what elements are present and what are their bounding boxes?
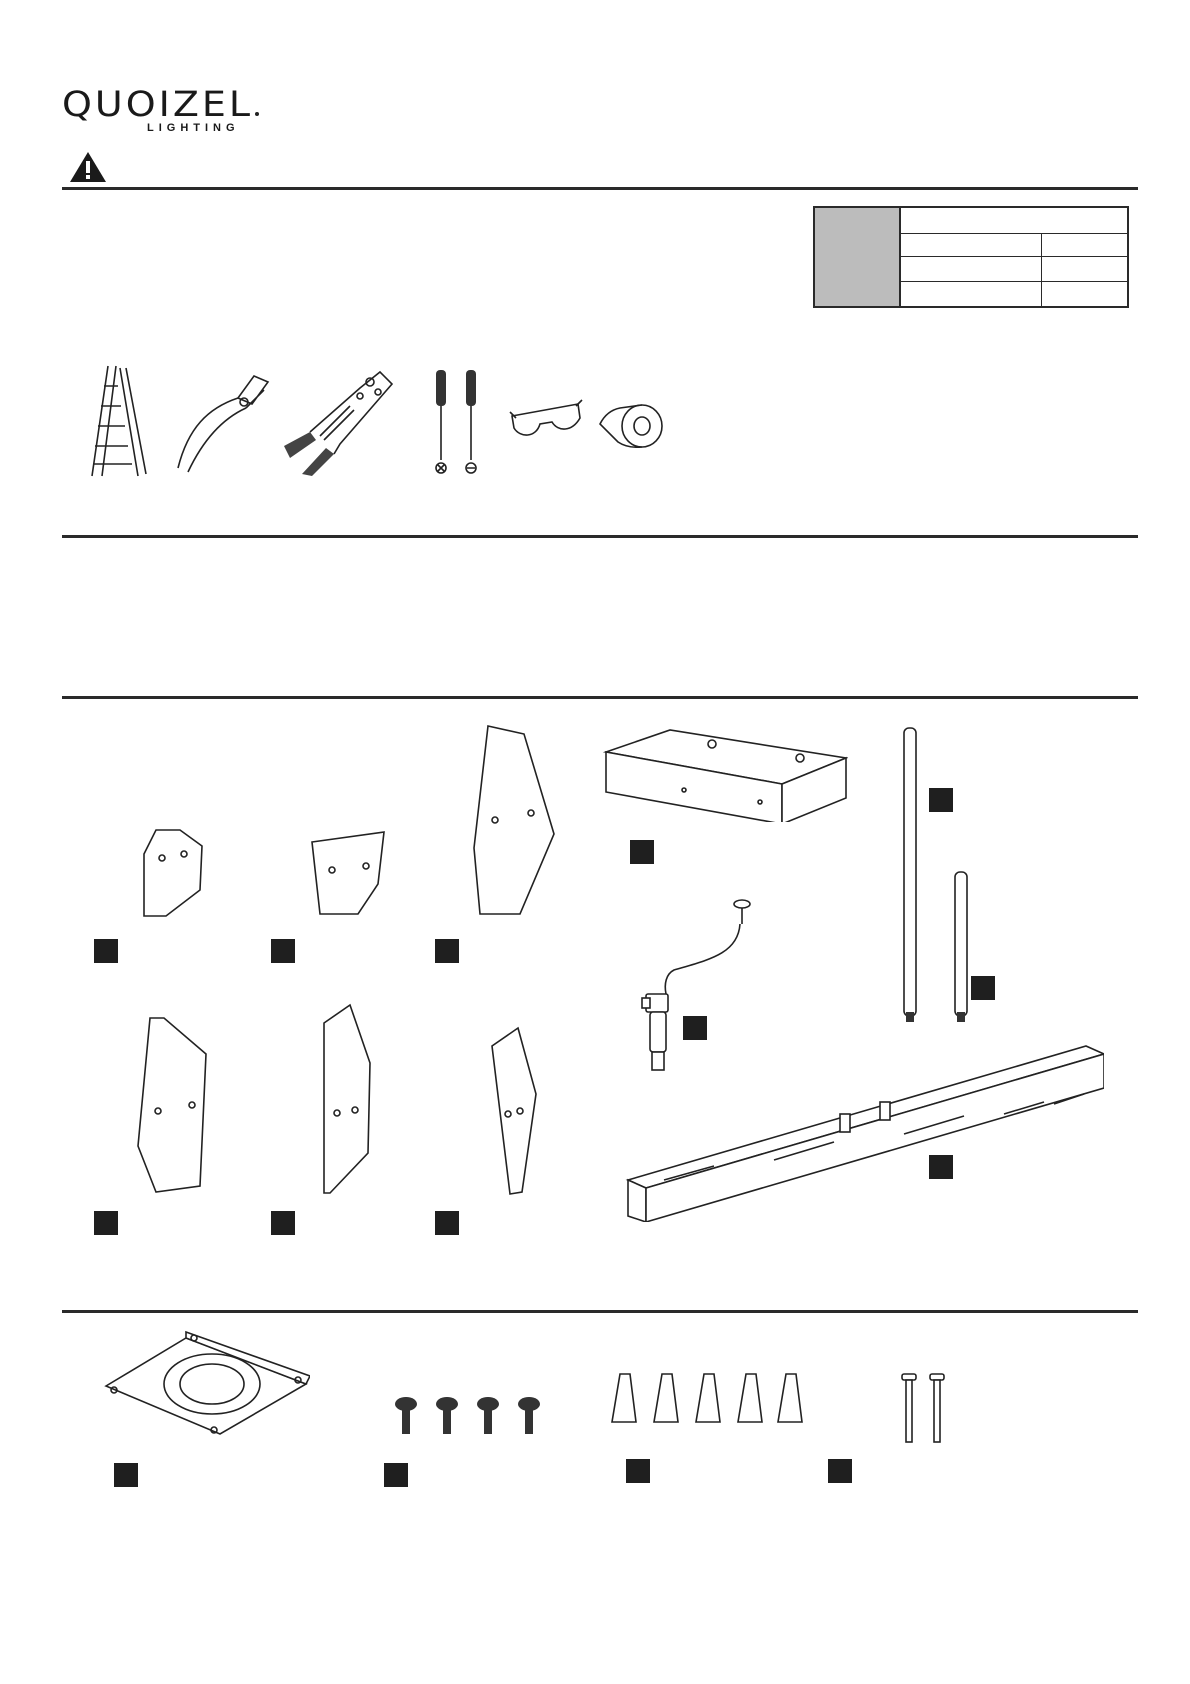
safety-glasses-icon: [508, 398, 584, 444]
spec-table: [813, 206, 1129, 308]
brand-logo: QUOIZEL: [62, 83, 254, 125]
screwdrivers-icon: [432, 368, 484, 478]
section-divider-3: [62, 696, 1138, 699]
canopy-icon: [602, 726, 848, 822]
part-badge: [828, 1459, 852, 1483]
spec-table-header-cell: [815, 208, 901, 306]
section-divider-1: [62, 187, 1138, 190]
part-badge: [929, 788, 953, 812]
section-divider-4: [62, 1310, 1138, 1313]
part-badge: [626, 1459, 650, 1483]
logo-dot: [255, 112, 259, 116]
part-badge: [114, 1463, 138, 1487]
part-badge: [94, 1211, 118, 1235]
shade-panel-c: [470, 724, 558, 922]
shade-panel-b: [308, 830, 388, 918]
part-badge: [929, 1155, 953, 1179]
electrical-tape-icon: [596, 402, 668, 450]
part-badge: [384, 1463, 408, 1487]
pliers-icon: [168, 368, 272, 474]
threaded-rods-icon: [898, 1370, 948, 1446]
wire-nuts-icon: [606, 1370, 806, 1426]
ladder-icon: [88, 362, 148, 480]
shade-panel-d: [136, 1016, 210, 1196]
wire-stripper-icon: [280, 366, 396, 476]
part-badge: [435, 1211, 459, 1235]
part-badge: [94, 939, 118, 963]
section-divider-2: [62, 535, 1138, 538]
fixture-body-icon: [624, 1036, 1104, 1222]
short-stem-icon: [951, 868, 971, 1026]
brand-tagline: LIGHTING: [147, 122, 240, 134]
screws-icon: [392, 1394, 544, 1442]
long-stem-icon: [900, 724, 920, 1026]
part-badge: [630, 840, 654, 864]
shade-panel-e: [320, 1003, 374, 1199]
part-badge: [435, 939, 459, 963]
part-badge: [271, 939, 295, 963]
part-badge: [271, 1211, 295, 1235]
mounting-bracket-icon: [102, 1330, 310, 1440]
warning-triangle-icon: [68, 150, 108, 184]
shade-panel-a: [140, 828, 208, 920]
shade-panel-f: [486, 1026, 540, 1198]
part-badge: [971, 976, 995, 1000]
